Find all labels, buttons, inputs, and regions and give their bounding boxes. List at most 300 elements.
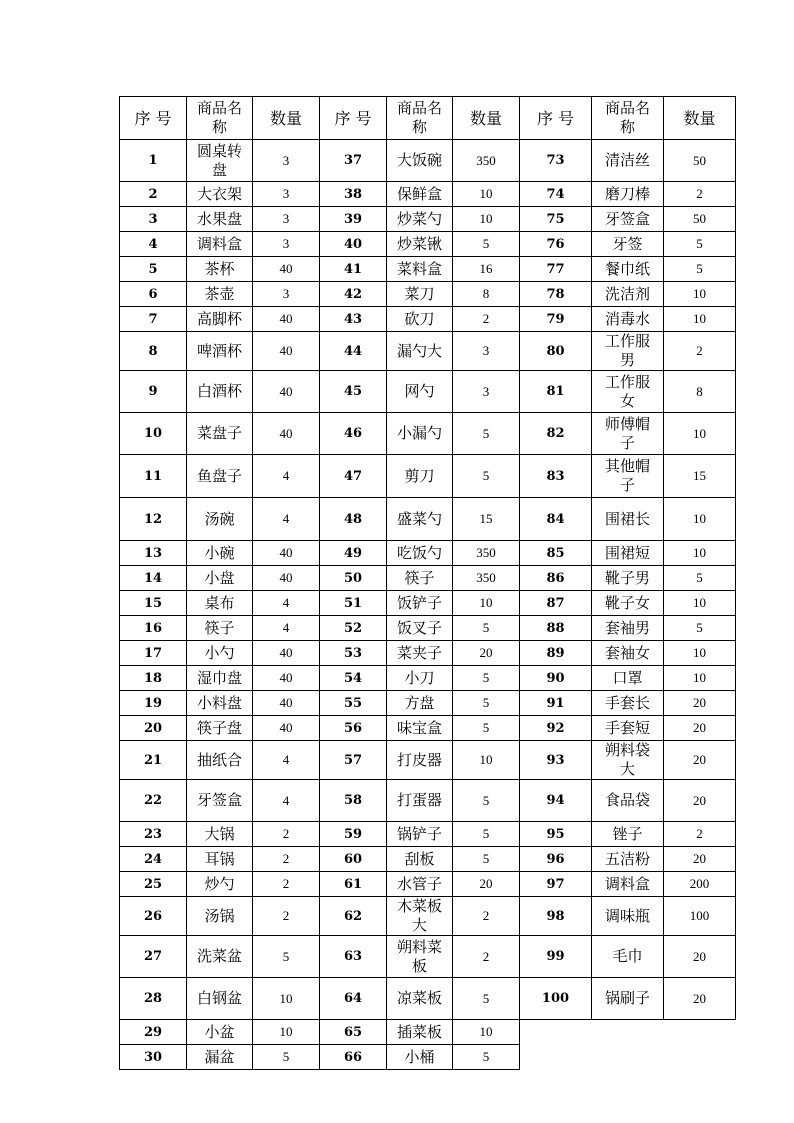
item-number: 17 xyxy=(120,641,187,666)
item-number: 49 xyxy=(320,541,387,566)
item-name: 方盘 xyxy=(387,691,453,716)
item-quantity: 3 xyxy=(453,332,520,371)
item-number: 18 xyxy=(120,666,187,691)
header-seq: 序 号 xyxy=(120,97,187,140)
item-name: 味宝盒 xyxy=(387,716,453,741)
item-name: 毛巾 xyxy=(592,936,664,978)
item-name: 磨刀棒 xyxy=(592,182,664,207)
item-name: 调味瓶 xyxy=(592,897,664,936)
header-qty: 数量 xyxy=(453,97,520,140)
item-quantity: 10 xyxy=(664,591,736,616)
item-name: 桌布 xyxy=(187,591,253,616)
header-seq: 序 号 xyxy=(320,97,387,140)
item-quantity: 5 xyxy=(453,847,520,872)
item-quantity: 40 xyxy=(253,371,320,413)
item-name: 高脚杯 xyxy=(187,307,253,332)
item-number: 37 xyxy=(320,140,387,182)
item-name: 小勺 xyxy=(187,641,253,666)
item-name: 炒菜锹 xyxy=(387,232,453,257)
item-number: 56 xyxy=(320,716,387,741)
item-name: 菜刀 xyxy=(387,282,453,307)
item-name: 炒菜勺 xyxy=(387,207,453,232)
item-quantity: 15 xyxy=(664,455,736,498)
item-number: 29 xyxy=(120,1020,187,1045)
item-quantity: 5 xyxy=(453,413,520,455)
empty-cell xyxy=(664,1045,736,1070)
item-number: 8 xyxy=(120,332,187,371)
item-number: 39 xyxy=(320,207,387,232)
item-name: 围裙短 xyxy=(592,541,664,566)
item-name: 筷子 xyxy=(187,616,253,641)
item-quantity: 3 xyxy=(253,182,320,207)
item-quantity: 5 xyxy=(253,1045,320,1070)
item-number: 61 xyxy=(320,872,387,897)
item-quantity: 40 xyxy=(253,413,320,455)
item-number: 26 xyxy=(120,897,187,936)
item-number: 55 xyxy=(320,691,387,716)
item-number: 52 xyxy=(320,616,387,641)
item-quantity: 20 xyxy=(664,691,736,716)
item-number: 57 xyxy=(320,741,387,780)
item-quantity: 2 xyxy=(253,872,320,897)
item-quantity: 40 xyxy=(253,541,320,566)
item-name: 套袖男 xyxy=(592,616,664,641)
item-number: 48 xyxy=(320,498,387,541)
item-name: 汤锅 xyxy=(187,897,253,936)
item-quantity: 5 xyxy=(453,455,520,498)
item-quantity: 10 xyxy=(664,666,736,691)
item-number: 65 xyxy=(320,1020,387,1045)
item-quantity: 350 xyxy=(453,541,520,566)
item-name: 汤碗 xyxy=(187,498,253,541)
item-number: 83 xyxy=(520,455,592,498)
item-number: 76 xyxy=(520,232,592,257)
item-quantity: 20 xyxy=(453,641,520,666)
empty-cell xyxy=(520,1045,592,1070)
item-quantity: 10 xyxy=(253,978,320,1020)
table-row xyxy=(120,413,736,455)
item-number: 94 xyxy=(520,780,592,822)
table-row xyxy=(120,666,736,691)
item-quantity: 4 xyxy=(253,591,320,616)
item-name: 朔料菜板 xyxy=(387,936,453,978)
item-quantity: 8 xyxy=(664,371,736,413)
item-quantity: 3 xyxy=(253,140,320,182)
item-quantity: 4 xyxy=(253,616,320,641)
item-number: 51 xyxy=(320,591,387,616)
item-number: 38 xyxy=(320,182,387,207)
item-name: 砍刀 xyxy=(387,307,453,332)
item-number: 64 xyxy=(320,978,387,1020)
item-number: 27 xyxy=(120,936,187,978)
table-row xyxy=(120,616,736,641)
table-row xyxy=(120,455,736,498)
empty-cell xyxy=(520,1020,592,1045)
item-number: 46 xyxy=(320,413,387,455)
item-quantity: 20 xyxy=(664,978,736,1020)
item-name: 剪刀 xyxy=(387,455,453,498)
table-row xyxy=(120,847,736,872)
item-quantity: 2 xyxy=(664,182,736,207)
item-number: 44 xyxy=(320,332,387,371)
item-quantity: 350 xyxy=(453,566,520,591)
item-name: 围裙长 xyxy=(592,498,664,541)
item-quantity: 10 xyxy=(664,541,736,566)
item-number: 28 xyxy=(120,978,187,1020)
header-seq: 序 号 xyxy=(520,97,592,140)
item-name: 凉菜板 xyxy=(387,978,453,1020)
item-quantity: 5 xyxy=(664,566,736,591)
item-quantity: 2 xyxy=(453,307,520,332)
item-name: 木菜板大 xyxy=(387,897,453,936)
item-quantity: 20 xyxy=(664,741,736,780)
item-number: 23 xyxy=(120,822,187,847)
item-name: 圆桌转盘 xyxy=(187,140,253,182)
item-quantity: 4 xyxy=(253,780,320,822)
item-name: 朔料袋大 xyxy=(592,741,664,780)
item-number: 86 xyxy=(520,566,592,591)
item-name: 小盆 xyxy=(187,1020,253,1045)
header-row xyxy=(120,97,736,140)
item-quantity: 50 xyxy=(664,140,736,182)
item-quantity: 10 xyxy=(453,1020,520,1045)
item-number: 43 xyxy=(320,307,387,332)
item-quantity: 5 xyxy=(453,232,520,257)
item-name: 漏勺大 xyxy=(387,332,453,371)
item-number: 62 xyxy=(320,897,387,936)
item-name: 小漏勺 xyxy=(387,413,453,455)
item-name: 锅铲子 xyxy=(387,822,453,847)
item-name: 其他帽子 xyxy=(592,455,664,498)
item-quantity: 10 xyxy=(453,591,520,616)
table-row xyxy=(120,371,736,413)
table-row xyxy=(120,566,736,591)
item-quantity: 10 xyxy=(664,307,736,332)
item-quantity: 5 xyxy=(664,616,736,641)
item-name: 筷子 xyxy=(387,566,453,591)
item-name: 打皮器 xyxy=(387,741,453,780)
item-number: 7 xyxy=(120,307,187,332)
item-quantity: 10 xyxy=(453,182,520,207)
item-number: 9 xyxy=(120,371,187,413)
item-quantity: 5 xyxy=(253,936,320,978)
item-name: 炒勺 xyxy=(187,872,253,897)
item-number: 25 xyxy=(120,872,187,897)
item-quantity: 200 xyxy=(664,872,736,897)
table-row xyxy=(120,1045,736,1070)
item-number: 92 xyxy=(520,716,592,741)
item-number: 99 xyxy=(520,936,592,978)
item-number: 66 xyxy=(320,1045,387,1070)
item-quantity: 10 xyxy=(664,498,736,541)
item-name: 小碗 xyxy=(187,541,253,566)
item-quantity: 8 xyxy=(453,282,520,307)
item-number: 78 xyxy=(520,282,592,307)
item-quantity: 40 xyxy=(253,307,320,332)
item-quantity: 20 xyxy=(664,847,736,872)
item-name: 菜盘子 xyxy=(187,413,253,455)
item-quantity: 10 xyxy=(453,207,520,232)
item-quantity: 40 xyxy=(253,257,320,282)
item-name: 盛菜勺 xyxy=(387,498,453,541)
item-number: 85 xyxy=(520,541,592,566)
item-name: 消毒水 xyxy=(592,307,664,332)
item-quantity: 5 xyxy=(453,978,520,1020)
item-number: 45 xyxy=(320,371,387,413)
item-name: 洗菜盆 xyxy=(187,936,253,978)
item-name: 大饭碗 xyxy=(387,140,453,182)
item-name: 小桶 xyxy=(387,1045,453,1070)
item-number: 42 xyxy=(320,282,387,307)
item-number: 3 xyxy=(120,207,187,232)
item-number: 95 xyxy=(520,822,592,847)
item-number: 74 xyxy=(520,182,592,207)
item-number: 20 xyxy=(120,716,187,741)
item-name: 刮板 xyxy=(387,847,453,872)
item-number: 91 xyxy=(520,691,592,716)
item-name: 鱼盘子 xyxy=(187,455,253,498)
item-name: 工作服男 xyxy=(592,332,664,371)
item-quantity: 350 xyxy=(453,140,520,182)
table-row xyxy=(120,498,736,541)
item-name: 调料盒 xyxy=(187,232,253,257)
item-name: 饭铲子 xyxy=(387,591,453,616)
item-number: 77 xyxy=(520,257,592,282)
item-name: 锅刷子 xyxy=(592,978,664,1020)
item-name: 小料盘 xyxy=(187,691,253,716)
table-row xyxy=(120,541,736,566)
item-name: 茶杯 xyxy=(187,257,253,282)
item-number: 41 xyxy=(320,257,387,282)
table-row xyxy=(120,282,736,307)
item-number: 97 xyxy=(520,872,592,897)
item-name: 湿巾盘 xyxy=(187,666,253,691)
item-quantity: 10 xyxy=(253,1020,320,1045)
item-number: 84 xyxy=(520,498,592,541)
item-name: 插菜板 xyxy=(387,1020,453,1045)
item-quantity: 3 xyxy=(253,282,320,307)
item-quantity: 5 xyxy=(453,616,520,641)
item-quantity: 4 xyxy=(253,741,320,780)
item-name: 工作服女 xyxy=(592,371,664,413)
item-name: 筷子盘 xyxy=(187,716,253,741)
header-name: 商品名称 xyxy=(187,97,253,140)
item-number: 1 xyxy=(120,140,187,182)
item-quantity: 40 xyxy=(253,641,320,666)
item-number: 100 xyxy=(520,978,592,1020)
item-name: 洗洁剂 xyxy=(592,282,664,307)
header-name: 商品名称 xyxy=(592,97,664,140)
table-row xyxy=(120,872,736,897)
item-quantity: 3 xyxy=(453,371,520,413)
table-row xyxy=(120,716,736,741)
item-quantity: 40 xyxy=(253,566,320,591)
item-name: 清洁丝 xyxy=(592,140,664,182)
item-number: 63 xyxy=(320,936,387,978)
item-number: 10 xyxy=(120,413,187,455)
item-name: 牙签盒 xyxy=(187,780,253,822)
item-name: 白钢盆 xyxy=(187,978,253,1020)
item-number: 47 xyxy=(320,455,387,498)
item-name: 靴子男 xyxy=(592,566,664,591)
item-quantity: 16 xyxy=(453,257,520,282)
item-name: 饭叉子 xyxy=(387,616,453,641)
item-number: 82 xyxy=(520,413,592,455)
item-number: 24 xyxy=(120,847,187,872)
table-row xyxy=(120,936,736,978)
item-number: 16 xyxy=(120,616,187,641)
table-row xyxy=(120,897,736,936)
item-quantity: 40 xyxy=(253,666,320,691)
item-quantity: 5 xyxy=(453,1045,520,1070)
item-number: 6 xyxy=(120,282,187,307)
item-number: 2 xyxy=(120,182,187,207)
item-number: 40 xyxy=(320,232,387,257)
item-number: 98 xyxy=(520,897,592,936)
item-quantity: 4 xyxy=(253,455,320,498)
item-number: 30 xyxy=(120,1045,187,1070)
item-number: 87 xyxy=(520,591,592,616)
item-number: 90 xyxy=(520,666,592,691)
item-number: 50 xyxy=(320,566,387,591)
item-number: 96 xyxy=(520,847,592,872)
item-quantity: 15 xyxy=(453,498,520,541)
item-number: 21 xyxy=(120,741,187,780)
item-quantity: 20 xyxy=(453,872,520,897)
item-name: 牙签盒 xyxy=(592,207,664,232)
item-number: 73 xyxy=(520,140,592,182)
item-number: 80 xyxy=(520,332,592,371)
item-name: 耳锅 xyxy=(187,847,253,872)
empty-cell xyxy=(592,1045,664,1070)
item-quantity: 5 xyxy=(453,666,520,691)
item-name: 调料盒 xyxy=(592,872,664,897)
item-number: 12 xyxy=(120,498,187,541)
item-name: 水果盘 xyxy=(187,207,253,232)
item-quantity: 10 xyxy=(664,282,736,307)
item-name: 靴子女 xyxy=(592,591,664,616)
table-row xyxy=(120,822,736,847)
item-quantity: 20 xyxy=(664,936,736,978)
item-quantity: 10 xyxy=(453,741,520,780)
item-quantity: 100 xyxy=(664,897,736,936)
item-number: 93 xyxy=(520,741,592,780)
table-row xyxy=(120,257,736,282)
item-name: 套袖女 xyxy=(592,641,664,666)
item-quantity: 40 xyxy=(253,691,320,716)
item-number: 53 xyxy=(320,641,387,666)
item-quantity: 4 xyxy=(253,498,320,541)
item-quantity: 5 xyxy=(664,232,736,257)
item-quantity: 5 xyxy=(453,780,520,822)
item-number: 5 xyxy=(120,257,187,282)
item-name: 五洁粉 xyxy=(592,847,664,872)
item-name: 小盘 xyxy=(187,566,253,591)
table-row xyxy=(120,641,736,666)
item-quantity: 50 xyxy=(664,207,736,232)
item-name: 师傅帽子 xyxy=(592,413,664,455)
header-name: 商品名称 xyxy=(387,97,453,140)
header-qty: 数量 xyxy=(664,97,736,140)
item-number: 14 xyxy=(120,566,187,591)
item-name: 食品袋 xyxy=(592,780,664,822)
item-name: 打蛋器 xyxy=(387,780,453,822)
item-quantity: 40 xyxy=(253,716,320,741)
item-quantity: 20 xyxy=(664,780,736,822)
item-number: 88 xyxy=(520,616,592,641)
table-row xyxy=(120,232,736,257)
item-quantity: 10 xyxy=(664,641,736,666)
item-name: 手套长 xyxy=(592,691,664,716)
item-name: 漏盆 xyxy=(187,1045,253,1070)
item-quantity: 20 xyxy=(664,716,736,741)
table-row xyxy=(120,780,736,822)
item-quantity: 40 xyxy=(253,332,320,371)
inventory-table xyxy=(119,96,736,1070)
item-number: 19 xyxy=(120,691,187,716)
item-quantity: 2 xyxy=(453,936,520,978)
item-quantity: 2 xyxy=(664,822,736,847)
item-quantity: 5 xyxy=(453,716,520,741)
table-row xyxy=(120,332,736,371)
item-quantity: 2 xyxy=(253,822,320,847)
empty-cell xyxy=(592,1020,664,1045)
item-name: 小刀 xyxy=(387,666,453,691)
header-qty: 数量 xyxy=(253,97,320,140)
item-name: 保鲜盒 xyxy=(387,182,453,207)
table-row xyxy=(120,591,736,616)
item-quantity: 2 xyxy=(253,897,320,936)
item-name: 菜夹子 xyxy=(387,641,453,666)
table-row xyxy=(120,1020,736,1045)
item-number: 58 xyxy=(320,780,387,822)
item-number: 15 xyxy=(120,591,187,616)
item-name: 抽纸合 xyxy=(187,741,253,780)
item-name: 牙签 xyxy=(592,232,664,257)
item-number: 4 xyxy=(120,232,187,257)
table-row xyxy=(120,691,736,716)
item-number: 75 xyxy=(520,207,592,232)
item-name: 茶壶 xyxy=(187,282,253,307)
item-name: 手套短 xyxy=(592,716,664,741)
item-number: 79 xyxy=(520,307,592,332)
table-row xyxy=(120,182,736,207)
item-name: 菜料盒 xyxy=(387,257,453,282)
item-name: 大锅 xyxy=(187,822,253,847)
item-name: 锉子 xyxy=(592,822,664,847)
item-number: 89 xyxy=(520,641,592,666)
item-quantity: 5 xyxy=(453,691,520,716)
table-row xyxy=(120,978,736,1020)
table-row xyxy=(120,307,736,332)
item-number: 59 xyxy=(320,822,387,847)
item-name: 网勺 xyxy=(387,371,453,413)
item-quantity: 2 xyxy=(664,332,736,371)
item-quantity: 3 xyxy=(253,232,320,257)
item-name: 吃饭勺 xyxy=(387,541,453,566)
table-row xyxy=(120,140,736,182)
item-name: 白酒杯 xyxy=(187,371,253,413)
item-number: 11 xyxy=(120,455,187,498)
table-row xyxy=(120,741,736,780)
item-number: 60 xyxy=(320,847,387,872)
item-quantity: 2 xyxy=(253,847,320,872)
item-name: 啤酒杯 xyxy=(187,332,253,371)
item-number: 22 xyxy=(120,780,187,822)
item-quantity: 5 xyxy=(664,257,736,282)
table-row xyxy=(120,207,736,232)
item-number: 54 xyxy=(320,666,387,691)
